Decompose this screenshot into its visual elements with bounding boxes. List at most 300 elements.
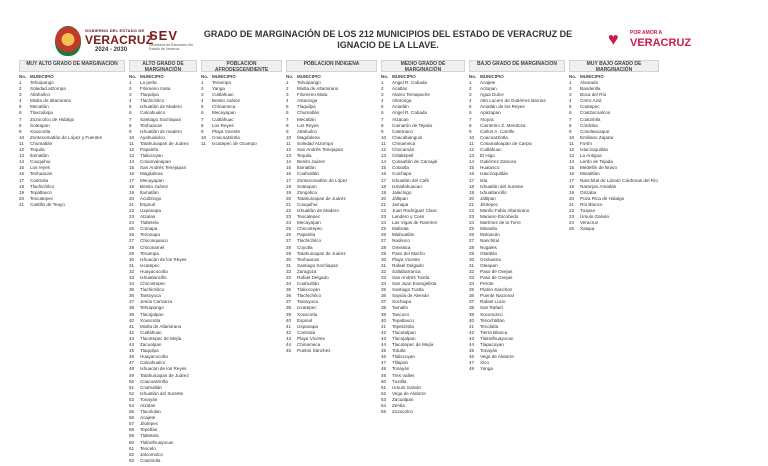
municipality-name: Texcatepec: [297, 214, 321, 220]
municipality-name: Texhuacan: [140, 122, 163, 128]
municipality-name: Banderilla: [580, 86, 601, 92]
municipio-header: MUNICIPIO: [580, 74, 604, 79]
municipality-name: Chinameca: [212, 104, 236, 110]
row-number: 4: [201, 98, 204, 104]
municipality-name: Cotaxtla: [392, 165, 409, 171]
municipality-name: Magdalena: [140, 171, 163, 177]
municipality-name: Omealca: [392, 244, 411, 250]
row-number: 18: [19, 183, 25, 189]
municipality-name: Jesús Carranza: [140, 299, 173, 305]
municipality-name: Santiago Sochiapan: [297, 262, 339, 268]
municipality-name: Tlachichilco: [297, 293, 321, 299]
municipality-name: Ixhuatlancillo: [480, 189, 507, 195]
row-number: 1: [129, 80, 132, 85]
municipio-header: MUNICIPIO: [392, 74, 416, 79]
row-number: 21: [286, 201, 292, 207]
municipality-name: Acultzingo: [140, 195, 162, 201]
municipality-name: Coacoatzintla: [480, 134, 508, 140]
municipality-name: Tepatlaxco: [30, 189, 52, 195]
municipality-name: Amatlán: [392, 104, 409, 110]
municipality-name: Ángel R. Cabada: [392, 110, 427, 116]
row-number: 54: [129, 402, 135, 408]
municipality-name: Gutiérrez Zamora: [480, 159, 516, 165]
row-number: 44: [286, 342, 292, 348]
municipality-name: Ozuluama: [480, 256, 501, 262]
row-number: 17: [469, 177, 475, 183]
row-number: 50: [129, 378, 135, 384]
row-number: 8: [381, 122, 384, 128]
row-number: 24: [381, 220, 387, 226]
municipality-name: Benito Juárez: [140, 183, 169, 189]
municipality-name: Atoyac: [480, 116, 495, 122]
municipality-name: Comapa: [140, 226, 158, 232]
municipality-name: Coacoatzintla: [212, 134, 240, 140]
row-number: 5: [469, 104, 472, 110]
municipality-name: Ixcatepec: [140, 262, 160, 268]
municipality-name: Actopan: [480, 86, 497, 92]
municipality-name: Papantla: [140, 147, 159, 153]
row-number: 49: [129, 372, 135, 378]
row-number: 23: [129, 214, 135, 220]
municipality-name: Coyutla: [297, 244, 313, 250]
municipality-name: Acatlán: [392, 86, 408, 92]
row-number: 39: [286, 311, 292, 317]
municipality-name: Chicontepec: [140, 281, 166, 287]
municipality-name: Cosoleacaque: [580, 128, 610, 134]
no-header: No.: [469, 74, 477, 79]
row-number: 21: [569, 201, 575, 207]
municipality-name: Coxquihui: [297, 201, 318, 207]
row-number: 11: [129, 140, 134, 146]
no-header: No.: [19, 74, 27, 79]
row-number: 7: [201, 116, 204, 122]
municipality-name: Tlalixcoyan: [392, 354, 415, 360]
row-number: 2: [19, 86, 22, 92]
row-number: 52: [381, 390, 387, 396]
municipality-name: Atzacan: [392, 116, 409, 122]
municipality-name: Nanchital de Lázaro Cárdenas del Río: [580, 177, 658, 183]
row-number: 30: [469, 256, 475, 262]
municipality-name: Córdoba: [580, 122, 598, 128]
row-number: 10: [381, 134, 387, 140]
municipality-name: Mecayapan: [212, 110, 236, 116]
row-number: 17: [19, 177, 25, 183]
municipality-name: Sayula de Alemán: [392, 293, 430, 299]
municipio-header: MUNICIPIO: [140, 74, 164, 79]
municipality-name: Chacaltianguis: [392, 134, 423, 140]
municipality-name: Coahuitlán: [140, 384, 162, 390]
municipality-name: Ixhuacán de los Reyes: [140, 366, 187, 372]
municipality-name: Tonayán: [140, 396, 158, 402]
municipality-name: Río Blanco: [580, 201, 603, 207]
municipality-name: Miahuatlán: [392, 232, 415, 238]
row-number: 16: [469, 171, 475, 177]
municipality-name: Úrsulo Galván: [580, 214, 610, 220]
column-heading: MUY ALTO GRADO DE MARGINACIÓN: [19, 60, 125, 72]
municipality-name: Ixhuatlán de Madero: [297, 207, 339, 213]
sev-logo: [149, 28, 195, 56]
row-number: 7: [381, 116, 384, 122]
row-number: 48: [469, 366, 475, 372]
row-number: 17: [286, 177, 292, 183]
municipality-name: Jalcomulco: [140, 451, 163, 457]
row-number: 17: [569, 177, 575, 183]
municipality-name: Ayahualulco: [140, 134, 165, 140]
row-number: 41: [469, 323, 475, 329]
municipality-name: Camerino Z. Mendoza: [480, 122, 526, 128]
municipality-name: Benito Juárez: [212, 98, 241, 104]
row-number: 59: [129, 433, 135, 439]
row-number: 20: [469, 195, 475, 201]
row-number: 46: [129, 354, 135, 360]
state-seal-icon: [55, 26, 81, 56]
row-number: 16: [286, 171, 292, 177]
municipality-name: San Andrés Tenejapan: [140, 165, 187, 171]
row-number: 11: [201, 140, 206, 146]
row-number: 42: [381, 329, 387, 335]
row-number: 52: [129, 390, 135, 396]
row-number: 11: [381, 140, 386, 146]
row-number: 45: [469, 348, 475, 354]
municipality-name: Tonayán: [392, 366, 410, 372]
municipality-name: Calcahualco: [140, 360, 166, 366]
municipality-name: Angel R. Cabada: [392, 80, 427, 85]
row-number: 12: [129, 147, 135, 153]
row-number: 8: [469, 122, 472, 128]
municipality-name: Alamo Temapache: [392, 92, 430, 98]
row-number: 25: [469, 226, 475, 232]
municipality-name: Tlalixcoyan: [297, 287, 320, 293]
row-number: 23: [569, 214, 575, 220]
row-number: 27: [381, 238, 387, 244]
municipality-name: Naolinco: [392, 238, 410, 244]
row-number: 26: [129, 232, 135, 238]
municipality-name: Tlalnelhuayocan: [480, 335, 514, 341]
municipality-name: La perla: [140, 80, 157, 85]
municipality-name: Atlahuilco: [30, 92, 50, 98]
row-number: 18: [569, 183, 575, 189]
row-number: 54: [381, 402, 387, 408]
municipality-name: Rafael Lucio: [480, 299, 506, 305]
municipality-name: Playa Vicente: [392, 256, 421, 262]
row-number: 24: [569, 220, 575, 226]
row-number: 23: [381, 214, 387, 220]
municipality-name: Tonayán: [480, 348, 498, 354]
municipality-name: Ixhuatlán del Sureste: [140, 390, 184, 396]
list-item: [381, 409, 465, 415]
municipality-name: Astacinga: [297, 98, 318, 104]
municipality-name: Tlacojalpan: [140, 311, 164, 317]
municipality-name: Mecayapan: [297, 220, 321, 226]
row-number: 3: [569, 92, 572, 98]
municipality-name: Chinameca: [297, 342, 321, 348]
sev-text: SEV: [149, 28, 179, 43]
column-4: [381, 60, 465, 415]
municipality-name: Boca del Río: [580, 92, 607, 98]
row-number: 20: [569, 195, 575, 201]
municipality-name: Huayacocotla: [140, 268, 168, 274]
row-number: 21: [381, 201, 387, 207]
row-number: 15: [19, 165, 25, 171]
row-number: 48: [129, 366, 135, 372]
municipality-name: Tehuipango: [140, 305, 164, 311]
row-number: 35: [381, 287, 387, 293]
municipality-name: Jáltipan: [392, 195, 408, 201]
row-number: 55: [381, 409, 387, 415]
row-number: 1: [19, 80, 22, 85]
municipality-name: San Andrés Tenejapan: [297, 147, 344, 153]
row-number: 12: [19, 147, 25, 153]
column-heading: POBLACIÓN INDÍGENA: [286, 60, 377, 72]
municipality-name: Tlacotalpan: [392, 329, 416, 335]
row-number: 31: [129, 262, 135, 268]
municipality-name: Emiliano Zapata: [580, 134, 614, 140]
row-number: 27: [129, 238, 135, 244]
municipality-name: Atzalan: [140, 402, 156, 408]
municipality-name: Naranjos Amatlán: [580, 183, 617, 189]
municipality-name: Paso de Ovejas: [480, 275, 513, 280]
row-number: 22: [381, 207, 387, 213]
municipality-name: San Andrés Tuxtla: [392, 275, 430, 280]
row-number: 2: [201, 86, 204, 92]
row-number: 40: [381, 317, 387, 323]
municipality-name: Orizaba: [580, 189, 597, 195]
row-number: 23: [469, 214, 475, 220]
row-number: 22: [469, 207, 475, 213]
row-number: 41: [129, 323, 135, 329]
municipality-name: Huayacocotla: [140, 354, 168, 360]
municipality-name: Acajete: [480, 80, 496, 85]
row-number: 1: [201, 80, 204, 85]
municipality-name: Apazapan: [480, 110, 501, 116]
page-title: GRADO DE MARGINACIÓN DE LOS 212 MUNICIPIOS DEL ESTADO DE VERACRUZ DE IGNACIO DE LA LLAVE.: [203, 29, 573, 50]
row-number: 2: [569, 86, 572, 92]
row-number: 58: [129, 427, 135, 433]
municipality-name: Yanga: [480, 366, 493, 372]
municipality-name: Xalapa: [580, 226, 595, 232]
row-number: 27: [469, 238, 475, 244]
municipality-name: Ixhuatlán de Madero: [140, 104, 182, 110]
municipality-name: Ursulo Galván: [392, 384, 422, 390]
row-number: 14: [381, 159, 387, 165]
row-number: 2: [129, 86, 132, 92]
municipality-name: San Rafael: [480, 305, 503, 311]
municipality-name: Los Reyes: [297, 122, 319, 128]
municipality-name: Coetzala: [297, 329, 316, 335]
municipality-name: Ixhuacán de los Reyes: [140, 256, 187, 262]
row-number: 14: [469, 159, 475, 165]
row-number: 5: [129, 104, 132, 110]
row-number: 19: [286, 189, 292, 195]
municipality-name: Alvarado: [580, 80, 599, 85]
municipality-name: Jalacingo: [392, 189, 412, 195]
municipality-name: Castillo de Teayo: [30, 201, 65, 207]
no-header: No.: [201, 74, 209, 79]
row-number: 20: [129, 195, 135, 201]
municipality-name: Santiago Sochiapan: [140, 116, 182, 122]
row-number: 35: [286, 287, 292, 293]
municipality-name: Mixtla de Altamirano: [140, 323, 182, 329]
municipio-header: MUNICIPIO: [297, 74, 321, 79]
municipality-name: Tatahuicapan de Juárez: [140, 372, 189, 378]
row-number: 41: [286, 323, 292, 329]
row-number: 10: [569, 134, 575, 140]
municipality-name: Tatahuicapan de Juárez: [297, 195, 346, 201]
row-number: 6: [569, 110, 572, 116]
municipality-name: Filomeno Mata: [297, 92, 328, 98]
row-number: 7: [286, 116, 289, 122]
municipality-name: Espinal: [140, 201, 156, 207]
municipality-name: Chiconamel: [140, 244, 165, 250]
municipality-name: Maltrata: [392, 226, 409, 232]
municipality-name: Coahuitlán: [297, 171, 319, 177]
municipality-name: Uxpanapa: [297, 323, 318, 329]
municipality-name: Sochiapa: [392, 299, 412, 305]
municipality-name: Tlaquilpa: [140, 348, 159, 354]
municipality-name: Tlilapan: [392, 360, 409, 366]
row-number: 34: [129, 281, 135, 287]
heart-icon: ♥: [608, 29, 619, 49]
row-number: 45: [286, 348, 292, 354]
municipality-name: Los Reyes: [212, 122, 234, 128]
municipality-name: Tantoyuca: [297, 299, 318, 305]
municipality-name: Veracruz: [580, 220, 599, 226]
row-number: 47: [381, 360, 387, 366]
row-number: 30: [381, 256, 387, 262]
row-number: 7: [569, 116, 572, 122]
row-number: 16: [19, 171, 25, 177]
row-number: 18: [286, 183, 292, 189]
row-number: 46: [381, 354, 387, 360]
municipality-name: Tezonapa: [140, 232, 160, 238]
row-number: 40: [469, 317, 475, 323]
row-number: 20: [286, 195, 292, 201]
row-number: 32: [381, 268, 387, 274]
row-number: 43: [129, 335, 135, 341]
row-number: 4: [286, 98, 289, 104]
municipality-name: Ixhuatlán de madero: [140, 128, 182, 134]
row-number: 13: [19, 153, 25, 159]
municipality-name: Misantla: [480, 226, 498, 232]
row-number: 36: [129, 293, 135, 299]
municipality-name: Tepetlán: [140, 427, 158, 433]
row-number: 11: [286, 140, 291, 146]
row-number: 9: [19, 128, 22, 134]
municipality-name: Tlacotepec de Mejía: [140, 335, 182, 341]
municipality-name: Tlaltetela: [140, 433, 159, 439]
row-number: 15: [569, 165, 575, 171]
municipality-name: Mecayapan: [140, 177, 164, 183]
row-number: 10: [201, 134, 207, 140]
column-6: [569, 60, 659, 232]
row-number: 24: [469, 220, 475, 226]
row-number: 18: [469, 183, 475, 189]
row-number: 16: [129, 171, 135, 177]
row-number: 11: [469, 140, 474, 146]
municipality-name: Xico: [480, 360, 489, 366]
row-number: 18: [381, 183, 387, 189]
row-number: 8: [569, 122, 572, 128]
row-number: 13: [286, 153, 292, 159]
row-number: 36: [286, 293, 292, 299]
row-number: 14: [19, 159, 25, 165]
municipality-name: Tenochtitlán: [480, 317, 505, 323]
row-number: 33: [129, 275, 135, 280]
municipality-name: Papantla: [297, 232, 316, 238]
municipality-name: Camarón de Tejeda: [392, 122, 433, 128]
municipality-name: Lerdo de Tejada: [580, 159, 613, 165]
row-number: 36: [469, 293, 475, 299]
municipality-name: Acajete: [140, 415, 156, 421]
municipality-name: Tlacolulan: [140, 409, 161, 415]
municipality-name: Tehuipango: [30, 80, 54, 85]
municipality-name: Teocelo: [140, 445, 156, 451]
row-number: 10: [19, 134, 25, 140]
header: [0, 20, 768, 60]
row-number: 45: [381, 348, 387, 354]
row-number: 22: [569, 207, 575, 213]
municipality-name: Tamalín: [392, 305, 409, 311]
municipality-name: Atzalan: [140, 214, 156, 220]
municipality-name: Isla: [480, 177, 488, 183]
row-number: 3: [469, 92, 472, 98]
row-number: 37: [286, 299, 292, 305]
municipality-name: Xoxocotla: [297, 311, 318, 317]
municipality-name: Minatitlán: [580, 171, 600, 177]
municipality-list: [469, 80, 565, 373]
row-number: 7: [19, 116, 22, 122]
municipality-name: Zozocolco de Hidalgo: [30, 116, 75, 122]
municipality-name: Citlaltépetl: [392, 153, 414, 159]
row-number: 9: [469, 128, 472, 134]
row-number: 2: [286, 86, 289, 92]
row-number: 45: [129, 348, 135, 354]
row-number: 3: [201, 92, 204, 98]
municipality-name: Mecatlán: [297, 116, 316, 122]
row-number: 25: [286, 226, 292, 232]
row-number: 39: [129, 311, 135, 317]
row-number: 25: [381, 226, 387, 232]
row-number: 1: [286, 80, 289, 85]
municipality-name: Tierra Blanca: [480, 329, 508, 335]
municipality-name: Tepatlaxco: [392, 317, 414, 323]
row-number: 24: [286, 220, 292, 226]
municipality-name: Tatahuicapan de Juárez: [140, 140, 189, 146]
row-number: 15: [381, 165, 387, 171]
row-number: 48: [381, 366, 387, 372]
row-number: 33: [286, 275, 292, 280]
municipality-name: Cosamaloapan: [140, 159, 171, 165]
row-number: 20: [19, 195, 25, 201]
por-amor-veracruz-logo: [608, 28, 698, 58]
row-number: 63: [129, 457, 135, 463]
row-number: 40: [129, 317, 135, 323]
row-number: 39: [469, 311, 475, 317]
row-number: 10: [286, 134, 292, 140]
row-number: 35: [469, 287, 475, 293]
row-number: 47: [469, 360, 475, 366]
row-number: 29: [286, 250, 292, 256]
row-number: 21: [19, 201, 25, 207]
municipality-name: Cuitláhuac: [480, 147, 502, 153]
column-heading: POBLACIÓN AFRODESCENDIENTE: [201, 60, 282, 72]
row-number: 1: [469, 80, 472, 85]
row-number: 12: [381, 147, 387, 153]
row-number: 8: [286, 122, 289, 128]
row-number: 16: [381, 171, 387, 177]
municipality-name: Tenampa: [140, 250, 159, 256]
municipality-name: Perote: [480, 281, 494, 287]
